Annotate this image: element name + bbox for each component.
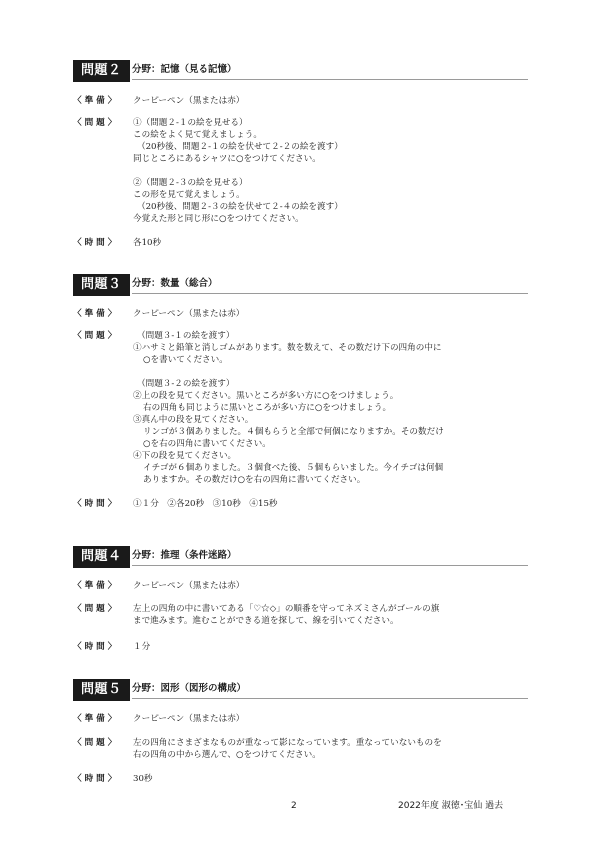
section-problem-3 — [73, 274, 528, 509]
problem-line: この形を見て覚えましょう。 — [133, 190, 245, 200]
section-header — [73, 679, 528, 701]
problem-line: ④下の段を見てください。 — [133, 451, 237, 461]
problem-line: ①ハサミと鉛筆と消しゴムがあります。数を数えて、その数だけ下の四角の中に — [133, 343, 442, 353]
field-title: 分野：推理（条件迷路） — [132, 550, 237, 561]
problem-label: 〈 問 題 〉 — [73, 331, 117, 341]
field-title: 分野：図形（図形の構成） — [132, 683, 247, 694]
problem-line: この絵をよく見て覚えましょう。 — [133, 130, 262, 140]
problem-line: （問題３-２の絵を渡す） — [137, 379, 235, 389]
problem-line: （20秒後、問題２-１の絵を伏せて２-２の絵を渡す） — [137, 142, 343, 152]
problem-line: 左上の四角の中に書いてある「♡☆◇」の順番を守ってネズミさんがゴールの旗 — [133, 604, 440, 614]
problem-line: （20秒後、問題２-３の絵を伏せて２-４の絵を渡す） — [137, 202, 343, 212]
problem-line — [133, 165, 528, 177]
prep-text: クーピーペン（黒または赤） — [133, 714, 245, 724]
prep-label: 〈 準 備 〉 — [73, 309, 117, 319]
prep-text: クーピーペン（黒または赤） — [133, 309, 245, 319]
section-problem-2 — [73, 60, 528, 248]
section-problem-5 — [73, 679, 528, 784]
problem-text — [133, 737, 528, 761]
problem-line: 同じところにあるシャツに○をつけてください。 — [133, 154, 321, 164]
footer-title: 2022年度 淑徳･宝仙 過去 — [398, 801, 504, 811]
header-rule — [132, 79, 528, 80]
problem-text — [133, 603, 528, 627]
problem-number-badge: 問題４ — [73, 546, 130, 568]
page-number: 2 — [291, 801, 297, 811]
field-title: 分野：数量（総合） — [132, 278, 218, 289]
problem-number-badge: 問題２ — [73, 60, 130, 82]
problem-line: まで進みます。進むことができる道を探して、線を引いてください。 — [133, 616, 399, 626]
section-header — [73, 60, 528, 82]
header-rule — [132, 293, 528, 294]
problem-line: 右の四角の中から選んで、○をつけてください。 — [133, 750, 321, 760]
section-header — [73, 274, 528, 296]
problem-text — [133, 117, 528, 225]
prep-label: 〈 準 備 〉 — [73, 581, 117, 591]
problem-number-badge: 問題３ — [73, 274, 130, 296]
problem-line: （問題３-１の絵を渡す） — [137, 331, 235, 341]
header-rule — [132, 698, 528, 699]
time-label: 〈 時 間 〉 — [73, 642, 117, 652]
time-text: 30秒 — [133, 774, 153, 784]
problem-line: 左の四角にさまざまなものが重なって影になっています。重なっていないものを — [133, 738, 442, 748]
problem-line: ③真ん中の段を見てください。 — [133, 415, 254, 425]
header-rule — [132, 565, 528, 566]
problem-line: ○を書いてください。 — [143, 355, 228, 365]
problem-label: 〈 問 題 〉 — [73, 738, 117, 748]
problem-line: 右の四角も同じように黒いところが多い方に○をつけましょう。 — [143, 403, 392, 413]
problem-line: 今覚えた形と同じ形に○をつけてください。 — [133, 214, 304, 224]
problem-number-badge: 問題５ — [73, 679, 130, 701]
problem-line: イチゴが６個ありました。３個食べた後、５個もらいました。今イチゴは何個 — [143, 463, 444, 473]
problem-line: ②（問題２-３の絵を見せる） — [133, 178, 248, 188]
prep-text: クーピーペン（黒または赤） — [133, 581, 245, 591]
problem-line: ○を右の四角に書いてください。 — [143, 439, 271, 449]
prep-text: クーピーペン（黒または赤） — [133, 96, 245, 106]
time-label: 〈 時 間 〉 — [73, 499, 117, 509]
field-title: 分野：記憶（見る記憶） — [132, 64, 237, 75]
section-header — [73, 546, 528, 568]
problem-label: 〈 問 題 〉 — [73, 118, 117, 128]
problem-line: リンゴが３個ありました。４個もらうと全部で何個になりますか。その数だけ — [143, 427, 444, 437]
problem-line — [133, 366, 528, 378]
time-text: 各10秒 — [133, 238, 162, 248]
problem-line: ありますか。その数だけ○を右の四角に書いてください。 — [143, 475, 366, 485]
time-label: 〈 時 間 〉 — [73, 774, 117, 784]
time-label: 〈 時 間 〉 — [73, 238, 117, 248]
prep-label: 〈 準 備 〉 — [73, 714, 117, 724]
problem-line: ①（問題２-１の絵を見せる） — [133, 118, 248, 128]
prep-label: 〈 準 備 〉 — [73, 96, 117, 106]
problem-line: ②上の段を見てください。黒いところが多い方に○をつけましょう。 — [133, 391, 399, 401]
time-text: １分 — [133, 642, 151, 652]
time-text: ①１分 ②各20秒 ③10秒 ④15秒 — [133, 499, 278, 509]
section-problem-4 — [73, 546, 528, 652]
problem-text — [133, 330, 528, 486]
problem-label: 〈 問 題 〉 — [73, 604, 117, 614]
